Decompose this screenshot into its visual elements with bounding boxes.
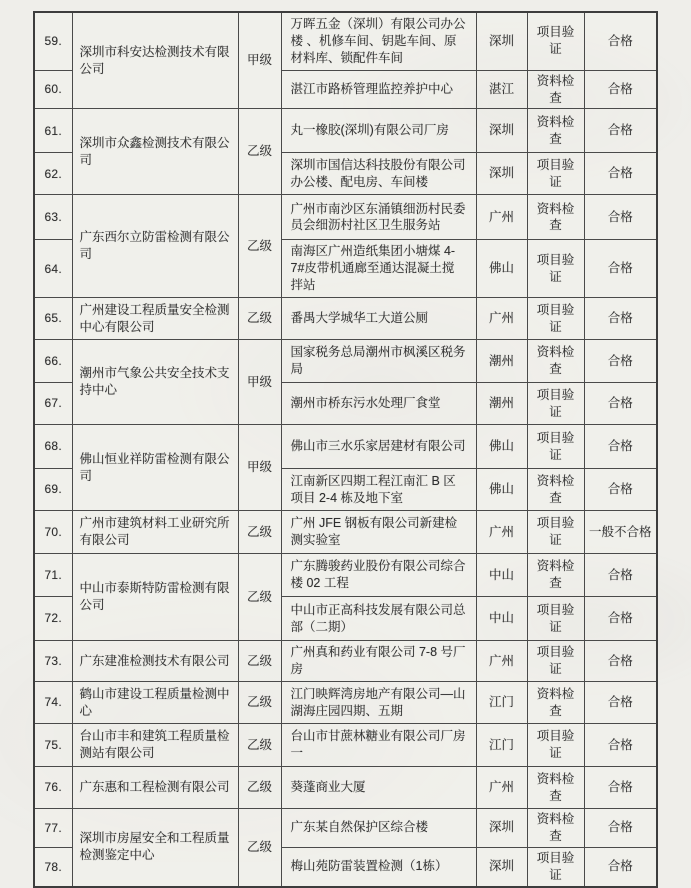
row-number-cell: 73. (34, 641, 72, 682)
check-type-cell: 项目验证 (527, 597, 584, 641)
project-name-cell: 湛江市路桥管理监控养护中心 (281, 70, 476, 109)
grade-cell: 乙级 (238, 809, 281, 887)
project-name-cell: 丸一橡胶(深圳)有限公司厂房 (281, 109, 476, 153)
city-cell: 深圳 (476, 847, 527, 886)
project-name-cell: 万晖五金（深圳）有限公司办公楼 、机修车间、钥匙车间、原材料库、锁配件车间 (281, 12, 476, 70)
check-type-cell: 项目验证 (527, 724, 584, 767)
city-cell: 佛山 (476, 240, 527, 298)
city-cell: 广州 (476, 641, 527, 682)
project-name-cell: 广州 JFE 钢板有限公司新建检测实验室 (281, 511, 476, 554)
city-cell: 潮州 (476, 340, 527, 383)
grade-cell: 乙级 (238, 767, 281, 809)
result-cell: 一般不合格 (584, 511, 657, 554)
row-number-cell: 78. (34, 847, 72, 886)
result-cell: 合格 (584, 641, 657, 682)
row-number-cell: 77. (34, 809, 72, 848)
grade-cell: 乙级 (238, 298, 281, 340)
result-cell: 合格 (584, 724, 657, 767)
city-cell: 江门 (476, 724, 527, 767)
row-number-cell: 59. (34, 12, 72, 70)
row-number-cell: 67. (34, 383, 72, 425)
grade-cell: 甲级 (238, 425, 281, 511)
result-cell: 合格 (584, 240, 657, 298)
project-name-cell: 潮州市桥东污水处理厂食堂 (281, 383, 476, 425)
result-cell: 合格 (584, 340, 657, 383)
company-name-cell: 深圳市房屋安全和工程质量检测鉴定中心 (72, 809, 238, 887)
city-cell: 佛山 (476, 425, 527, 469)
grade-cell: 乙级 (238, 195, 281, 298)
result-cell: 合格 (584, 298, 657, 340)
row-number-cell: 60. (34, 70, 72, 109)
check-type-cell: 资料检查 (527, 340, 584, 383)
result-cell: 合格 (584, 153, 657, 195)
city-cell: 湛江 (476, 70, 527, 109)
company-name-cell: 广东西尔立防雷检测有限公司 (72, 195, 238, 298)
company-name-cell: 佛山恒业祥防雷检测有限公司 (72, 425, 238, 511)
company-name-cell: 台山市丰和建筑工程质量检测站有限公司 (72, 724, 238, 767)
city-cell: 深圳 (476, 809, 527, 848)
grade-cell: 甲级 (238, 12, 281, 109)
table-row (34, 511, 657, 554)
check-type-cell: 资料检查 (527, 809, 584, 848)
grade-cell: 乙级 (238, 554, 281, 641)
check-type-cell: 项目验证 (527, 425, 584, 469)
row-number-cell: 64. (34, 240, 72, 298)
result-cell: 合格 (584, 682, 657, 724)
row-number-cell: 75. (34, 724, 72, 767)
table-row (34, 554, 657, 597)
row-number-cell: 66. (34, 340, 72, 383)
result-cell: 合格 (584, 469, 657, 511)
check-type-cell: 项目验证 (527, 12, 584, 70)
table-row (34, 767, 657, 809)
project-name-cell: 广东某自然保护区综合楼 (281, 809, 476, 848)
result-cell: 合格 (584, 767, 657, 809)
city-cell: 中山 (476, 554, 527, 597)
city-cell: 广州 (476, 767, 527, 809)
check-type-cell: 项目验证 (527, 298, 584, 340)
grade-cell: 乙级 (238, 109, 281, 195)
project-name-cell: 广州市南沙区东涌镇细沥村民委员会细沥村社区卫生服务站 (281, 195, 476, 240)
project-name-cell: 番禺大学城华工大道公厕 (281, 298, 476, 340)
check-type-cell: 资料检查 (527, 70, 584, 109)
result-cell: 合格 (584, 12, 657, 70)
grade-cell: 乙级 (238, 641, 281, 682)
row-number-cell: 76. (34, 767, 72, 809)
check-type-cell: 项目验证 (527, 240, 584, 298)
project-name-cell: 葵蓬商业大厦 (281, 767, 476, 809)
company-name-cell: 广东惠和工程检测有限公司 (72, 767, 238, 809)
grade-cell: 乙级 (238, 682, 281, 724)
company-name-cell: 鹤山市建设工程质量检测中心 (72, 682, 238, 724)
grade-cell: 甲级 (238, 340, 281, 425)
project-name-cell: 深圳市国信达科技股份有限公司办公楼、配电房、车间楼 (281, 153, 476, 195)
city-cell: 广州 (476, 195, 527, 240)
check-type-cell: 资料检查 (527, 682, 584, 724)
result-cell: 合格 (584, 109, 657, 153)
check-type-cell: 资料检查 (527, 469, 584, 511)
company-name-cell: 广东建准检测技术有限公司 (72, 641, 238, 682)
row-number-cell: 61. (34, 109, 72, 153)
result-cell: 合格 (584, 597, 657, 641)
city-cell: 潮州 (476, 383, 527, 425)
row-number-cell: 65. (34, 298, 72, 340)
project-name-cell: 佛山市三水乐家居建材有限公司 (281, 425, 476, 469)
city-cell: 深圳 (476, 12, 527, 70)
row-number-cell: 72. (34, 597, 72, 641)
table-row (34, 298, 657, 340)
project-name-cell: 广东腾骏药业股份有限公司综合楼 02 工程 (281, 554, 476, 597)
check-type-cell: 项目验证 (527, 641, 584, 682)
project-name-cell: 广州真和药业有限公司 7-8 号厂房 (281, 641, 476, 682)
check-type-cell: 项目验证 (527, 511, 584, 554)
table-row (34, 12, 657, 70)
result-cell: 合格 (584, 383, 657, 425)
project-name-cell: 中山市正高科技发展有限公司总部（二期） (281, 597, 476, 641)
city-cell: 深圳 (476, 109, 527, 153)
row-number-cell: 71. (34, 554, 72, 597)
check-type-cell: 项目验证 (527, 153, 584, 195)
project-name-cell: 江门映辉湾房地产有限公司—山湖海庄园四期、五期 (281, 682, 476, 724)
check-type-cell: 资料检查 (527, 554, 584, 597)
check-type-cell: 资料检查 (527, 195, 584, 240)
result-cell: 合格 (584, 847, 657, 886)
project-name-cell: 台山市甘蔗林糖业有限公司厂房一 (281, 724, 476, 767)
check-type-cell: 资料检查 (527, 109, 584, 153)
company-name-cell: 潮州市气象公共安全技术支持中心 (72, 340, 238, 425)
city-cell: 佛山 (476, 469, 527, 511)
grade-cell: 乙级 (238, 724, 281, 767)
city-cell: 江门 (476, 682, 527, 724)
company-name-cell: 中山市泰斯特防雷检测有限公司 (72, 554, 238, 641)
city-cell: 深圳 (476, 153, 527, 195)
inspection-results-table (33, 11, 658, 888)
grade-cell: 乙级 (238, 511, 281, 554)
result-cell: 合格 (584, 425, 657, 469)
company-name-cell: 广州建设工程质量安全检测中心有限公司 (72, 298, 238, 340)
table-row (34, 724, 657, 767)
result-cell: 合格 (584, 554, 657, 597)
table-row (34, 195, 657, 240)
check-type-cell: 项目验证 (527, 383, 584, 425)
result-cell: 合格 (584, 195, 657, 240)
row-number-cell: 74. (34, 682, 72, 724)
table-row (34, 109, 657, 153)
table-row (34, 340, 657, 383)
city-cell: 中山 (476, 597, 527, 641)
project-name-cell: 江南新区四期工程江南汇 B 区项目 2-4 栋及地下室 (281, 469, 476, 511)
project-name-cell: 南海区广州造纸集团小塘煤 4-7#皮带机通廊至通达混凝土搅拌站 (281, 240, 476, 298)
company-name-cell: 深圳市科安达检测技术有限公司 (72, 12, 238, 109)
results-table-body (34, 12, 657, 887)
table-row (34, 425, 657, 469)
company-name-cell: 广州市建筑材料工业研究所有限公司 (72, 511, 238, 554)
row-number-cell: 69. (34, 469, 72, 511)
table-row (34, 641, 657, 682)
table-row (34, 809, 657, 848)
table-row (34, 682, 657, 724)
city-cell: 广州 (476, 511, 527, 554)
row-number-cell: 63. (34, 195, 72, 240)
row-number-cell: 62. (34, 153, 72, 195)
city-cell: 广州 (476, 298, 527, 340)
result-cell: 合格 (584, 809, 657, 848)
row-number-cell: 70. (34, 511, 72, 554)
project-name-cell: 梅山苑防雷装置检测（1栋） (281, 847, 476, 886)
project-name-cell: 国家税务总局潮州市枫溪区税务局 (281, 340, 476, 383)
check-type-cell: 项目验证 (527, 847, 584, 886)
row-number-cell: 68. (34, 425, 72, 469)
result-cell: 合格 (584, 70, 657, 109)
check-type-cell: 资料检查 (527, 767, 584, 809)
company-name-cell: 深圳市众鑫检测技术有限公司 (72, 109, 238, 195)
